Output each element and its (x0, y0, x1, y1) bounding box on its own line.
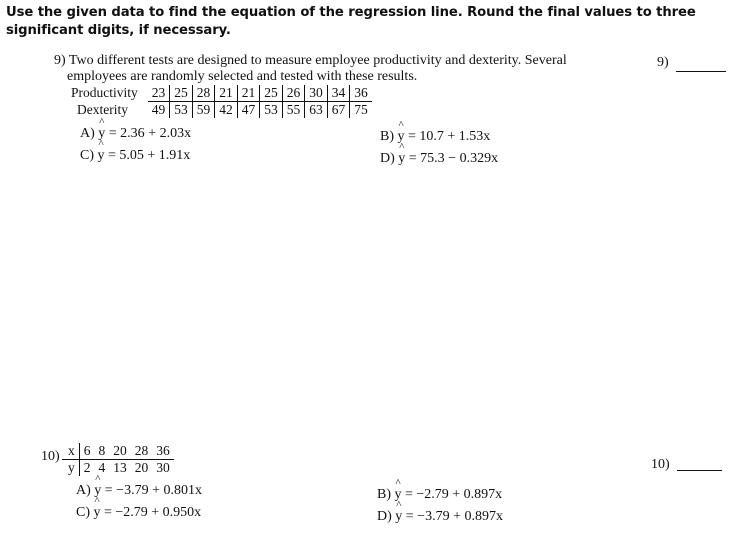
q9-choice-c[interactable] (80, 148, 190, 164)
q9-dexterity-row (71, 102, 372, 119)
q9-row-label: Dexterity (77, 101, 128, 117)
y-hat: ^ y (395, 509, 402, 525)
choice-letter: D) (380, 151, 395, 166)
choice-letter: B) (377, 487, 391, 502)
table-cell: 25 (170, 85, 193, 102)
choice-letter: A) (76, 483, 91, 498)
q9-answer-number: 9) (657, 55, 669, 70)
table-cell: 75 (350, 102, 372, 119)
y-hat: ^ y (94, 505, 101, 521)
choice-letter: C) (80, 148, 94, 163)
y-hat: ^ y (98, 148, 105, 164)
q10-number: 10) (41, 449, 60, 464)
q10-x-row (62, 443, 174, 460)
choice-equation: = 10.7 + 1.53x (404, 129, 491, 144)
choice-letter: D) (377, 509, 392, 524)
choice-equation: = −3.79 + 0.801x (101, 483, 202, 498)
y-hat: ^ y (398, 151, 405, 167)
q9-text-line2: employees are randomly selected and tested with these results. (67, 69, 418, 84)
choice-equation: = 5.05 + 1.91x (104, 148, 191, 163)
q10-answer-blank[interactable] (677, 470, 722, 471)
table-cell: 53 (260, 102, 283, 119)
choice-letter: B) (380, 129, 394, 144)
q10-y-row (62, 460, 174, 477)
y-hat: ^ y (94, 483, 101, 499)
q10-row-label: x (68, 443, 75, 458)
table-cell: 28 (192, 85, 215, 102)
q9-productivity-row (71, 85, 372, 102)
instructions: Use the given data to find the equation of the regression line. Round the final values to three significant digits, if necessary. (6, 5, 696, 38)
table-cell: 34 (327, 85, 350, 102)
table-cell: 20 (131, 460, 153, 477)
table-cell: 49 (148, 102, 170, 119)
table-cell: 21 (237, 85, 260, 102)
table-cell: 30 (152, 460, 174, 477)
y-hat: ^ y (395, 487, 402, 503)
choice-equation: = 75.3 − 0.329x (405, 151, 499, 166)
q9-answer-blank[interactable] (676, 71, 726, 72)
table-cell: 28 (134, 443, 149, 458)
choice-equation: = −2.79 + 0.897x (401, 487, 503, 502)
q10-choice-c[interactable] (76, 505, 201, 521)
q10-choice-d[interactable] (377, 509, 503, 525)
table-cell: 13 (109, 460, 131, 477)
q10-row-label: y (62, 460, 79, 477)
q9-choice-d[interactable] (380, 151, 498, 167)
q9-text-line1: 9) Two different tests are designed to measure employee productivity and dexterity. Several (54, 53, 567, 68)
table-cell: 26 (282, 85, 305, 102)
choice-letter: C) (76, 505, 90, 520)
table-cell: 8 (98, 443, 106, 458)
choice-equation: = 2.36 + 2.03x (105, 126, 192, 141)
table-cell: 36 (156, 443, 170, 458)
table-cell: 59 (192, 102, 215, 119)
q10-answer-number: 10) (651, 457, 670, 472)
table-cell: 2 (79, 460, 94, 477)
table-cell: 6 (79, 443, 94, 460)
q9-choice-b[interactable] (380, 129, 490, 145)
table-cell: 36 (350, 85, 372, 102)
q9-choice-a[interactable] (80, 126, 191, 142)
table-cell: 23 (151, 85, 166, 100)
table-cell: 67 (327, 102, 350, 119)
table-cell: 42 (215, 102, 238, 119)
table-cell: 30 (305, 85, 328, 102)
table-cell: 55 (282, 102, 305, 119)
choice-equation: = −3.79 + 0.897x (402, 509, 503, 524)
q9-row-label: Productivity (71, 85, 138, 101)
table-cell: 47 (237, 102, 260, 119)
y-hat: ^ y (398, 129, 405, 145)
table-cell: 53 (170, 102, 193, 119)
table-cell: 63 (305, 102, 328, 119)
choice-equation: = −2.79 + 0.950x (100, 505, 202, 520)
y-hat: ^ y (98, 126, 105, 142)
table-cell: 21 (215, 85, 238, 102)
table-cell: 4 (95, 460, 110, 477)
choice-letter: A) (80, 126, 95, 141)
q9-data-table (71, 85, 372, 118)
table-cell: 25 (260, 85, 283, 102)
table-cell: 20 (113, 443, 127, 458)
q10-data-table (62, 443, 174, 476)
